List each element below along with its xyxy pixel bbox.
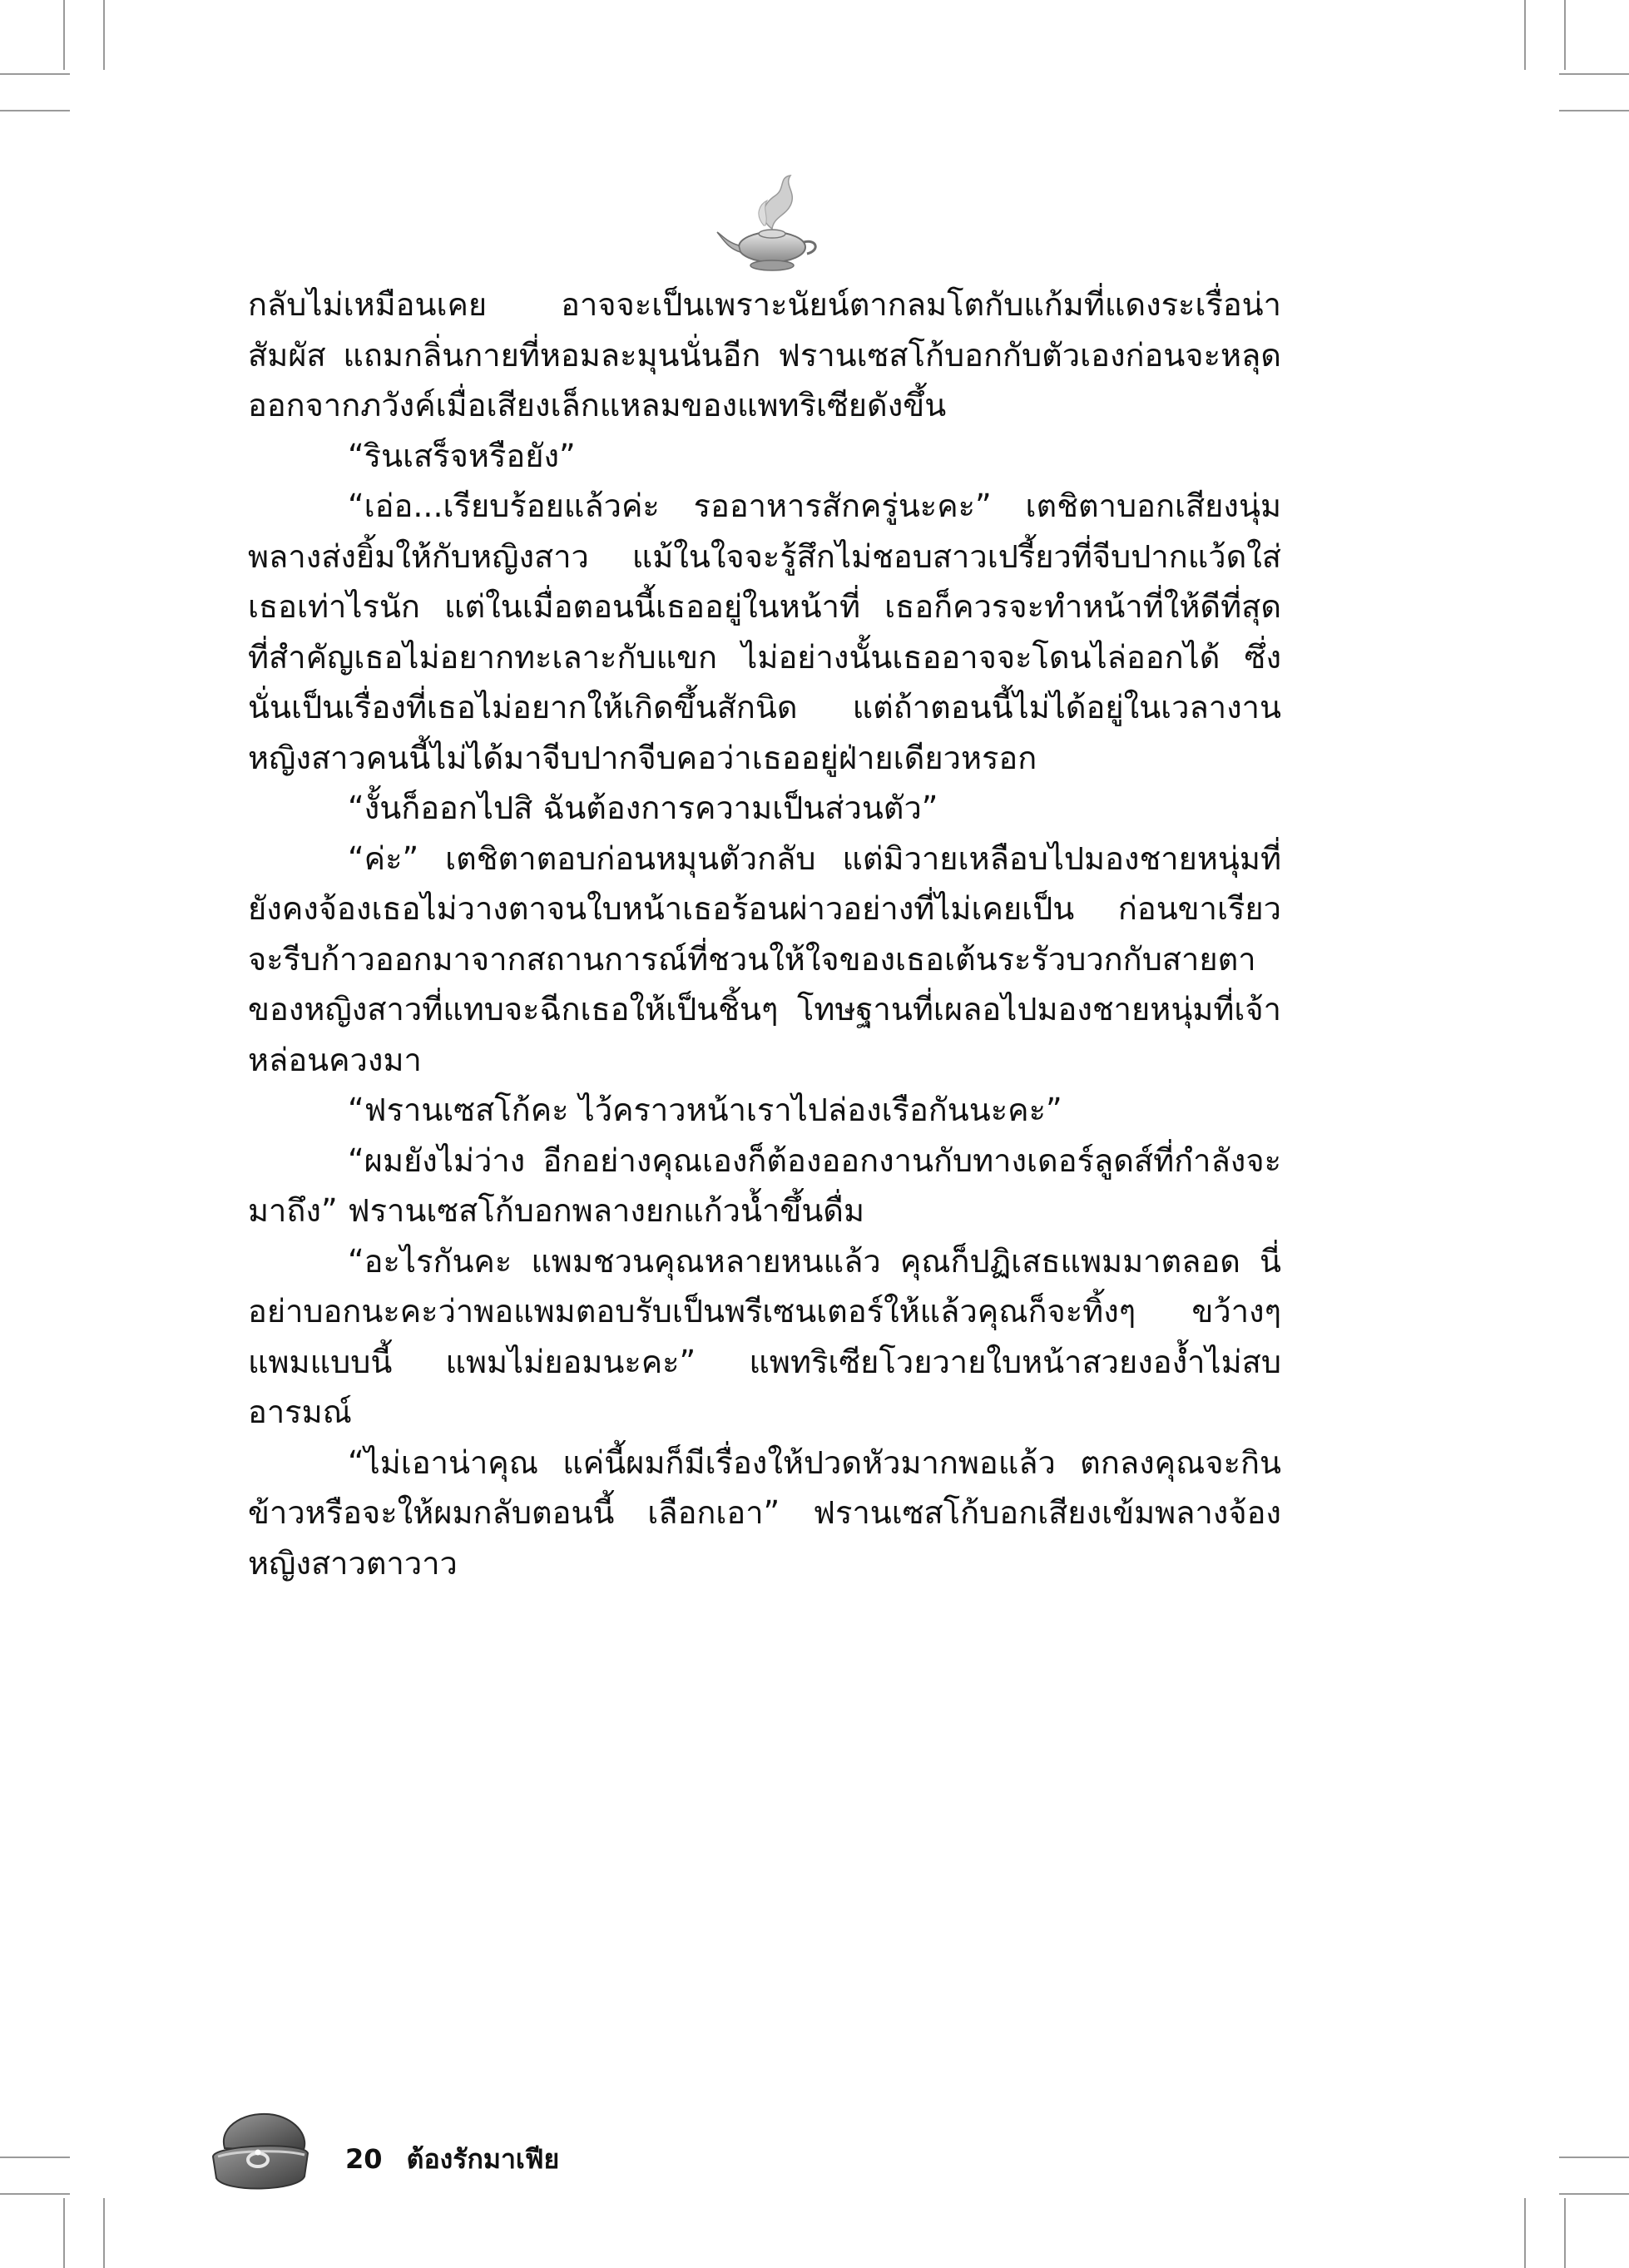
crop-mark [0,110,70,111]
paragraph-5: “ค่ะ” เตชิตาตอบก่อนหมุนตัวกลับ แต่มิวายเหลือบไปมองชายหนุ่มที่ยังคงจ้องเธอไม่วางตาจนใบหน้าเธอร้อนผ่าวอย่างที่ไม่เคยเป็น ก่อนขาเรียวจะรีบก้าวออกมาจากสถานการณ์ที่ชวนให้ใจของเธอเต้นระรัวบวกกับสายตาของหญิงสาวที่แทบจะฉีกเธอให้เป็นชิ้นๆ โทษฐานที่เผลอไปมองชายหนุ่มที่เจ้าหล่อนควงมา [248,839,1281,1078]
crop-mark [63,2198,65,2268]
crop-mark [103,0,105,70]
book-title: ต้องรักมาเฟีย [406,2143,560,2175]
crop-mark [1524,2198,1526,2268]
page-number: 20 [345,2143,383,2175]
crop-mark [1559,2193,1629,2195]
crop-mark [0,2193,70,2195]
teapot-ornament-icon [714,171,830,279]
crop-mark [1559,2157,1629,2158]
crop-mark [1559,73,1629,75]
crop-mark [1524,0,1526,70]
crop-mark [63,0,65,70]
body-text [248,280,1281,1588]
paragraph-4: “งั้นก็ออกไปสิ ฉันต้องการความเป็นส่วนตัว” [348,790,938,826]
paragraph-9: “ไม่เอาน่าคุณ แค่นี้ผมก็มีเรื่องให้ปวดหัวมากพอแล้ว ตกลงคุณจะกินข้าวหรือจะให้ผมกลับตอนนี้ เลือกเอา” ฟรานเซสโก้บอกเสียงเข้มพลางจ้องหญิงสาวตาวาว [248,1443,1281,1582]
paragraph-8: “อะไรกันคะ แพมชวนคุณหลายหนแล้ว คุณก็ปฏิเสธแพมมาตลอด นี่อย่าบอกนะคะว่าพอแพมตอบรับเป็นพรีเซนเตอร์ให้แล้วคุณก็จะทิ้งๆ ขว้างๆ แพมแบบนี้ แพมไม่ยอมนะคะ” แพทริเซียโวยวายใบหน้าสวยงอง้ำไม่สบอารมณ์ [248,1242,1281,1430]
page-footer [345,2138,559,2181]
crop-mark [103,2198,105,2268]
crop-mark [0,2157,70,2158]
paragraph-2: “รินเสร็จหรือยัง” [348,437,576,474]
paragraph-6: “ฟรานเซสโก้คะ ไว้คราวหน้าเราไปล่องเรือกันนะคะ” [348,1092,1062,1128]
paragraph-3: “เอ่อ...เรียบร้อยแล้วค่ะ รออาหารสักครู่นะคะ” เตชิตาบอกเสียงนุ่มพลางส่งยิ้มให้กับหญิงสาว แม้ในใจจะรู้สึกไม่ชอบสาวเปรี้ยวที่จีบปากแว้ดใส่เธอเท่าไรนัก แต่ในเมื่อตอนนี้เธออยู่ในหน้าที่ เธอก็ควรจะทำหน้าที่ให้ดีที่สุด ที่สำคัญเธอไม่อยากทะเลาะกับแขก ไม่อย่างนั้นเธออาจจะโดนไล่ออกได้ ซึ่งนั่นเป็นเรื่องที่เธอไม่อยากให้เกิดขึ้นสักนิด แต่ถ้าตอนนี้ไม่ได้อยู่ในเวลางาน หญิงสาวคนนี้ไม่ได้มาจีบปากจีบคอว่าเธออยู่ฝ่ายเดียวหรอก [248,488,1281,776]
paragraph-7: “ผมยังไม่ว่าง อีกอย่างคุณเองก็ต้องออกงานกับทางเดอร์ลูดส์ที่กำลังจะมาถึง” ฟรานเซสโก้บอกพลางยกแก้วน้ำขึ้นดื่ม [248,1141,1281,1229]
crop-mark [0,73,70,75]
ring-box-icon [206,2105,314,2196]
crop-mark [1564,2198,1566,2268]
crop-mark [1564,0,1566,70]
paragraph-1: กลับไม่เหมือนเคย อาจจะเป็นเพราะนัยน์ตากลมโตกับแก้มที่แดงระเรื่อน่าสัมผัส แถมกลิ่นกายที่หอมละมุนนั่นอีก ฟรานเซสโก้บอกกับตัวเองก่อนจะหลุดออกจากภวังค์เมื่อเสียงเล็กแหลมของแพทริเซียดังขึ้น [248,286,1281,423]
crop-mark [1559,110,1629,111]
